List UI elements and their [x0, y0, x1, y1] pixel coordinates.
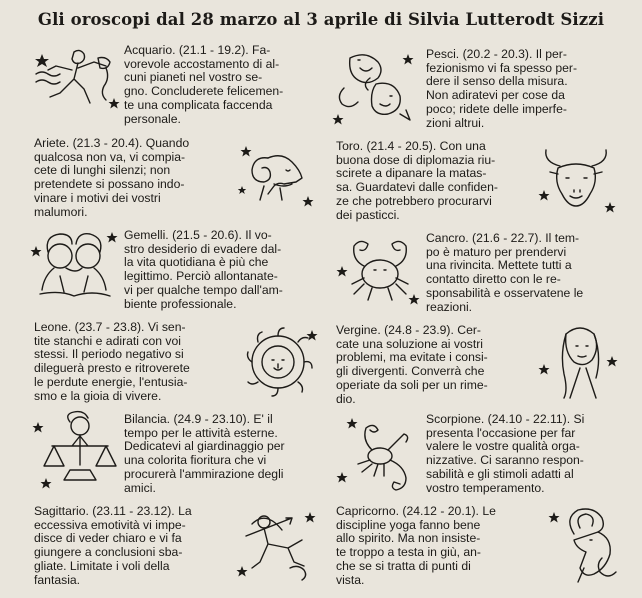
text-line: scirete a dipanare la matas- — [336, 166, 487, 181]
text-line: Vergine. (24.8 - 23.9). Cer- — [336, 323, 481, 337]
text-line: te troppo a testa in giù, an- — [336, 545, 481, 560]
text-line: Bilancia. (24.9 - 23.10). E' il — [124, 412, 273, 426]
acquario-text — [124, 44, 319, 126]
text-line: tite stanchi e adirati con voi — [34, 333, 182, 348]
pisces-illustration — [330, 44, 420, 126]
text-line: sabilità e gli stimoli adatti al — [426, 466, 574, 481]
text-line: te una complicata faccenda — [124, 97, 273, 112]
capricorno-text — [336, 505, 532, 587]
text-line: legittimo. Perciò allontanate- — [124, 269, 278, 284]
text-line: problemi, ma evitate i consi- — [336, 350, 488, 365]
text-line: operiate da soli per un rime- — [336, 377, 488, 392]
text-line: gno. Concluderete felicemen- — [124, 84, 284, 99]
text-line: vorevole accostamento di al- — [124, 56, 280, 71]
text-line: Cancro. (21.6 - 22.7). Il tem- — [426, 231, 580, 245]
text-line: fantasia. — [34, 572, 81, 587]
text-line: pretendete si possano indo- — [34, 177, 185, 192]
text-line: discipline yoga fanno bene — [336, 517, 481, 532]
text-line: una rivincita. Mettete tutti a — [426, 258, 572, 273]
scorpione-text — [426, 413, 622, 495]
text-line: biente professionale. — [124, 296, 237, 311]
text-line: Non adiratevi per cose da — [426, 88, 565, 103]
text-line: reazioni. — [426, 299, 473, 314]
text-line: eccessiva emotività vi impe- — [34, 517, 186, 532]
taurus-illustration — [536, 146, 620, 220]
text-line: Dedicatevi al giardinaggio per — [124, 439, 285, 454]
cancro-text — [426, 232, 622, 314]
text-line: disce di veder chiaro e vi fa — [34, 531, 182, 546]
text-line: poco; ridete delle imperfe- — [426, 101, 567, 116]
page-title: Gli oroscopi dal 28 marzo al 3 aprile di Silvia Lutterodt Sizzi — [37, 10, 605, 29]
text-line: Scorpione. (24.10 - 22.11). Si — [426, 412, 585, 426]
scorpio-illustration — [332, 412, 424, 494]
gemini-illustration — [30, 226, 120, 306]
text-line: procurerà l'ammirazione degli — [124, 466, 284, 481]
pesci-text — [426, 48, 622, 130]
text-line: tempo per le attività esterne. — [124, 425, 278, 440]
text-line: dei pasticci. — [336, 207, 400, 222]
text-line: dileguerà presto e ritroverete — [34, 361, 190, 376]
text-line: buona dose di diplomazia riu- — [336, 152, 496, 167]
capricorn-illustration — [540, 504, 628, 590]
sagittario-text — [34, 505, 230, 587]
text-line: dere il senso della misura. — [426, 74, 568, 89]
virgo-illustration — [536, 320, 622, 404]
text-line: amici. — [124, 480, 156, 495]
cancer-illustration — [334, 230, 422, 310]
text-line: Toro. (21.4 - 20.5). Con una — [336, 139, 486, 153]
sagittarius-illustration — [234, 508, 320, 592]
text-line: sa. Guardatevi dalle confiden- — [336, 180, 498, 195]
text-line: Gemelli. (21.5 - 20.6). Il vo- — [124, 228, 272, 242]
text-line: ze che potrebbero procurarvi — [336, 193, 492, 208]
text-line: po è maturo per prendervi — [426, 244, 567, 259]
text-line: stro desiderio di evadere dal- — [124, 241, 282, 256]
text-line: cete di lunghi silenzi; non — [34, 163, 171, 178]
text-line: Leone. (23.7 - 23.8). Vi sen- — [34, 320, 186, 334]
text-line: vista. — [336, 572, 365, 587]
text-line: gli divergenti. Converrà che — [336, 364, 485, 379]
text-line: la vita quotidiana è più che — [124, 255, 269, 270]
text-line: smo e la gioia di vivere. — [34, 388, 162, 403]
text-line: Acquario. (21.1 - 19.2). Fa- — [124, 43, 271, 57]
text-line: che se si tratta di punti di — [336, 558, 471, 573]
text-line: Sagittario. (23.11 - 23.12). La — [34, 504, 192, 518]
text-line: vostro temperamento. — [426, 480, 545, 495]
text-line: cuni pianeti nel vostro se- — [124, 70, 263, 85]
text-line: fezionismo vi fa spesso per- — [426, 60, 578, 75]
text-line: giungere a conclusioni sba- — [34, 545, 183, 560]
text-line: vi per qualche tempo dall'am- — [124, 282, 283, 297]
leone-text — [34, 321, 230, 403]
text-line: Capricorno. (24.12 - 20.1). Le — [336, 504, 496, 518]
gemelli-text — [124, 229, 319, 311]
aquarius-illustration — [28, 44, 120, 114]
text-line: contatto diretto con le re- — [426, 272, 561, 287]
text-line: personale. — [124, 111, 181, 126]
text-line: Pesci. (20.2 - 20.3). Il per- — [426, 47, 567, 61]
libra-illustration — [30, 410, 122, 494]
toro-text — [336, 140, 532, 222]
text-line: presenta l'occasione per far — [426, 425, 576, 440]
text-line: qualcosa non va, vi compia- — [34, 149, 186, 164]
text-line: dio. — [336, 391, 356, 406]
text-line: vinare i motivi dei vostri — [34, 190, 161, 205]
text-line: allo spirito. Ma non insiste- — [336, 531, 481, 546]
aries-illustration — [234, 136, 318, 212]
ariete-text — [34, 137, 230, 219]
bilancia-text — [124, 413, 319, 495]
text-line: una colorita fioritura che vi — [124, 453, 267, 468]
leo-illustration — [236, 320, 320, 404]
text-line: valere le vostre qualità orga- — [426, 439, 580, 454]
text-line: le perdute energie, l'entusia- — [34, 374, 188, 389]
text-line: nizzative. Ci saranno respon- — [426, 453, 584, 468]
text-line: malumori. — [34, 204, 88, 219]
text-line: zioni altrui. — [426, 115, 485, 130]
vergine-text — [336, 324, 532, 406]
text-line: cate una soluzione ai vostri — [336, 336, 484, 351]
text-line: sponsabilità e osservatene le — [426, 285, 584, 300]
text-line: stessi. Il periodo negativo si — [34, 347, 184, 362]
text-line: gliate. Limitate i voli della — [34, 558, 170, 573]
text-line: Ariete. (21.3 - 20.4). Quando — [34, 136, 190, 150]
